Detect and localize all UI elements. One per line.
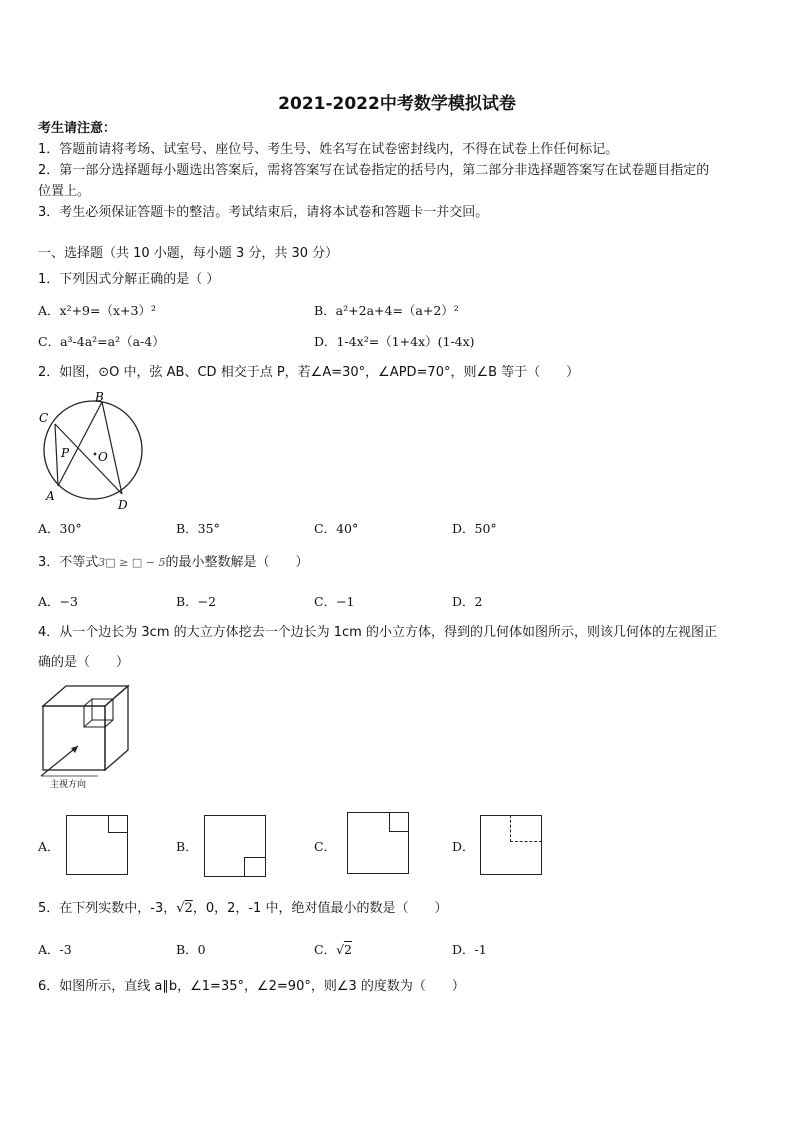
question-1-option-a: A．x²+9=（x+3）² <box>38 303 156 318</box>
question-5-stem-post: ，0，2，-1 中，绝对值最小的数是（ ） <box>192 901 448 916</box>
option-b-view <box>204 815 266 877</box>
sqrt-expression: √2 <box>176 901 193 916</box>
question-3-option-a: A．−3 <box>38 594 78 609</box>
question-6-stem: 6．如图所示，直线 a∥b，∠1=35°，∠2=90°，则∠3 的度数为（ ） <box>38 979 465 994</box>
option-c-inner-square <box>389 812 409 832</box>
question-4-line-2: 确的是（ ） <box>38 655 130 670</box>
question-5-option-c <box>314 941 352 959</box>
question-2-option-a: A．30° <box>38 521 82 536</box>
question-2-stem: 2．如图，⊙O 中，弦 AB、CD 相交于点 P，若∠A=30°，∠APD=70°，则∠B 等于（ ） <box>38 365 580 380</box>
cube-figure <box>38 684 138 794</box>
question-3-option-c: C．−1 <box>314 594 355 609</box>
question-1-stem: 1．下列因式分解正确的是（ ） <box>38 272 220 287</box>
notice-item-2-cont: 位置上。 <box>38 184 91 199</box>
label-c: C <box>39 411 49 425</box>
question-5-stem-pre: 5．在下列实数中，-3， <box>38 901 177 916</box>
question-3-option-d: D．2 <box>452 594 483 609</box>
page-title: 2021-2022中考数学模拟试卷 <box>278 94 516 114</box>
question-1-option-d: D．1-4x²=（1+4x）(1-4x) <box>314 334 475 349</box>
question-5-option-c-label: C． <box>314 942 337 957</box>
view-direction-caption: 主视方向 <box>50 780 87 790</box>
label-a: A <box>46 489 55 503</box>
option-a-view <box>66 815 128 875</box>
option-d-dashed-square <box>510 815 542 842</box>
question-5-option-d: D．-1 <box>452 942 487 957</box>
label-b: B <box>95 390 104 404</box>
label-p: P <box>61 446 70 460</box>
question-3-stem-post: 的最小整数解是（ ） <box>165 555 309 570</box>
question-4-option-d: D． <box>452 839 475 854</box>
inequality-expression: 3□ ≥ □ − 5 <box>98 556 166 569</box>
label-d: D <box>118 498 128 512</box>
question-4-line-1: 4．从一个边长为 3cm 的大立方体挖去一个边长为 1cm 的小立方体，得到的几何体如图所示，则该几何体的左视图正 <box>38 625 717 640</box>
question-1-option-c: C．a³-4a²=a²（a-4） <box>38 334 165 349</box>
circle-chords-figure <box>34 388 149 513</box>
question-3-stem-pre: 3．不等式 <box>38 555 99 570</box>
question-4-option-a: A． <box>38 839 60 854</box>
option-b-inner-square <box>244 857 266 877</box>
question-2-option-b: B．35° <box>176 521 220 536</box>
question-4-option-b: B． <box>176 839 198 854</box>
question-5-option-b: B．0 <box>176 942 206 957</box>
option-c-sqrt: √2 <box>336 942 352 957</box>
notice-item-3: 3．考生必须保证答题卡的整洁。考试结束后，请将本试卷和答题卡一并交回。 <box>38 205 489 220</box>
question-2-option-d: D．50° <box>452 521 497 536</box>
question-5-option-a: A．-3 <box>38 942 72 957</box>
option-c-radicand: 2 <box>344 942 352 957</box>
question-2-option-c: C．40° <box>314 521 359 536</box>
option-c-view <box>347 812 409 874</box>
question-3-stem <box>38 554 309 572</box>
notice-heading: 考生请注意： <box>38 121 117 136</box>
section-heading: 一、选择题（共 10 小题，每小题 3 分，共 30 分） <box>38 246 339 261</box>
sqrt-radicand: 2 <box>184 901 193 916</box>
option-d-view <box>480 815 542 875</box>
notice-item-1: 1．答题前请将考场、试室号、座位号、考生号、姓名写在试卷密封线内，不得在试卷上作任何标记。 <box>38 142 619 157</box>
question-3-option-b: B．−2 <box>176 594 217 609</box>
notice-item-2: 2．第一部分选择题每小题选出答案后，需将答案写在试卷指定的括号内，第二部分非选择题答案写在试卷题目指定的 <box>38 163 710 178</box>
option-a-inner-square <box>108 815 128 833</box>
question-5-stem <box>38 900 447 918</box>
question-4-option-c: C． <box>314 839 337 854</box>
question-1-option-b: B．a²+2a+4=（a+2）² <box>314 303 459 318</box>
label-o: O <box>98 450 108 464</box>
